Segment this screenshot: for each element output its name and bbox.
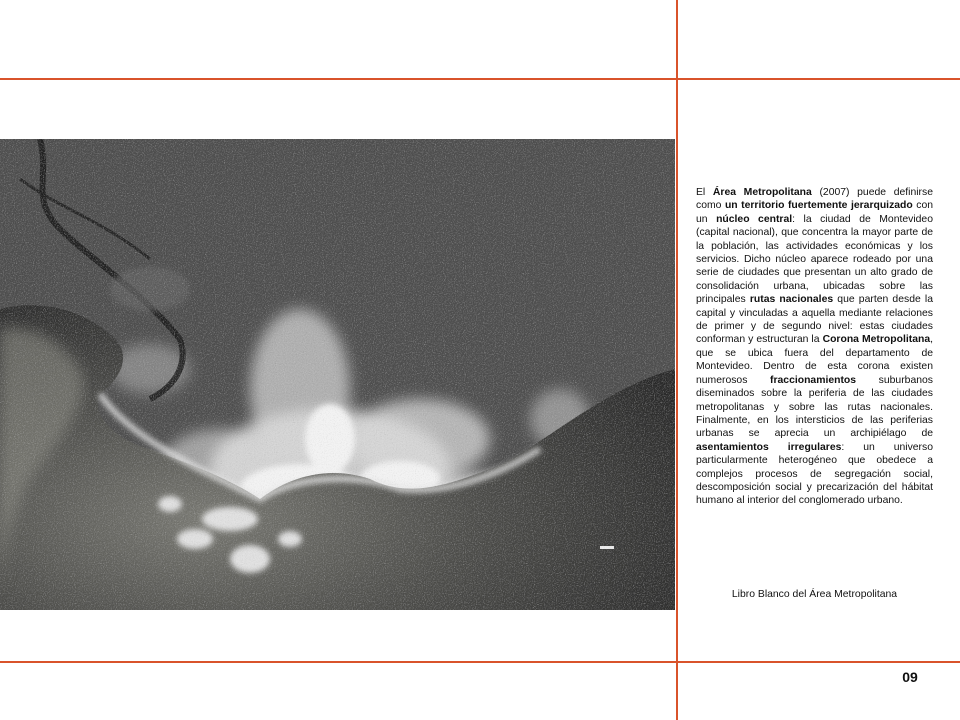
bottom-rule xyxy=(0,661,960,663)
satellite-image xyxy=(0,139,675,610)
body-emphasis: Área Metropolitana xyxy=(712,187,812,198)
source-caption: Libro Blanco del Área Metropolitana xyxy=(731,589,898,600)
body-run: que parten desde la capital y vinculadas a aquella mediante relaciones de primer y de segundo nivel: estas ciudades conforman y estructuran la xyxy=(696,294,933,346)
body-emphasis: núcleo central xyxy=(716,213,793,225)
body-emphasis: Corona Metropolitana xyxy=(822,334,931,346)
page-number: 09 xyxy=(902,669,918,685)
body-emphasis: fraccionamientos xyxy=(770,374,857,386)
top-rule xyxy=(0,78,960,80)
body-run: El xyxy=(696,187,713,198)
body-emphasis: rutas nacionales xyxy=(749,294,834,306)
body-run: suburbanos diseminados sobre la periferia de las ciudades metropolitanas y sobre las rutas nacionales. Finalmente, en los intersticios de las periferias urbanas se aprecia un archipiélago de xyxy=(696,374,933,440)
vertical-rule xyxy=(676,0,678,720)
body-run: (2007) puede definirse como xyxy=(696,187,933,212)
body-run: con un xyxy=(696,200,934,225)
body-run: : la ciudad de Montevideo (capital nacional), que concentra la mayor parte de la población, las actividades económicas y los servicios. Dicho núcleo aparece rodeado por una serie de ciudades que presentan un alto grado de consolidación urbana, ubicadas sobre las principales xyxy=(696,213,933,306)
body-run: , que se ubica fuera del departamento de Montevideo. Dentro de esta corona existen numerosos xyxy=(696,334,934,386)
body-emphasis: un territorio fuertemente jerarquizado xyxy=(724,200,913,212)
body-emphasis: asentamientos irregulares xyxy=(696,441,842,453)
body-text xyxy=(696,186,933,508)
body-run: : un universo particularmente heterogéneo que obedece a complejos procesos de segregación social, descomposición social y precarización del hábitat humano al interior del conglomerado urbano. xyxy=(696,441,933,507)
body-paragraph xyxy=(696,186,933,508)
